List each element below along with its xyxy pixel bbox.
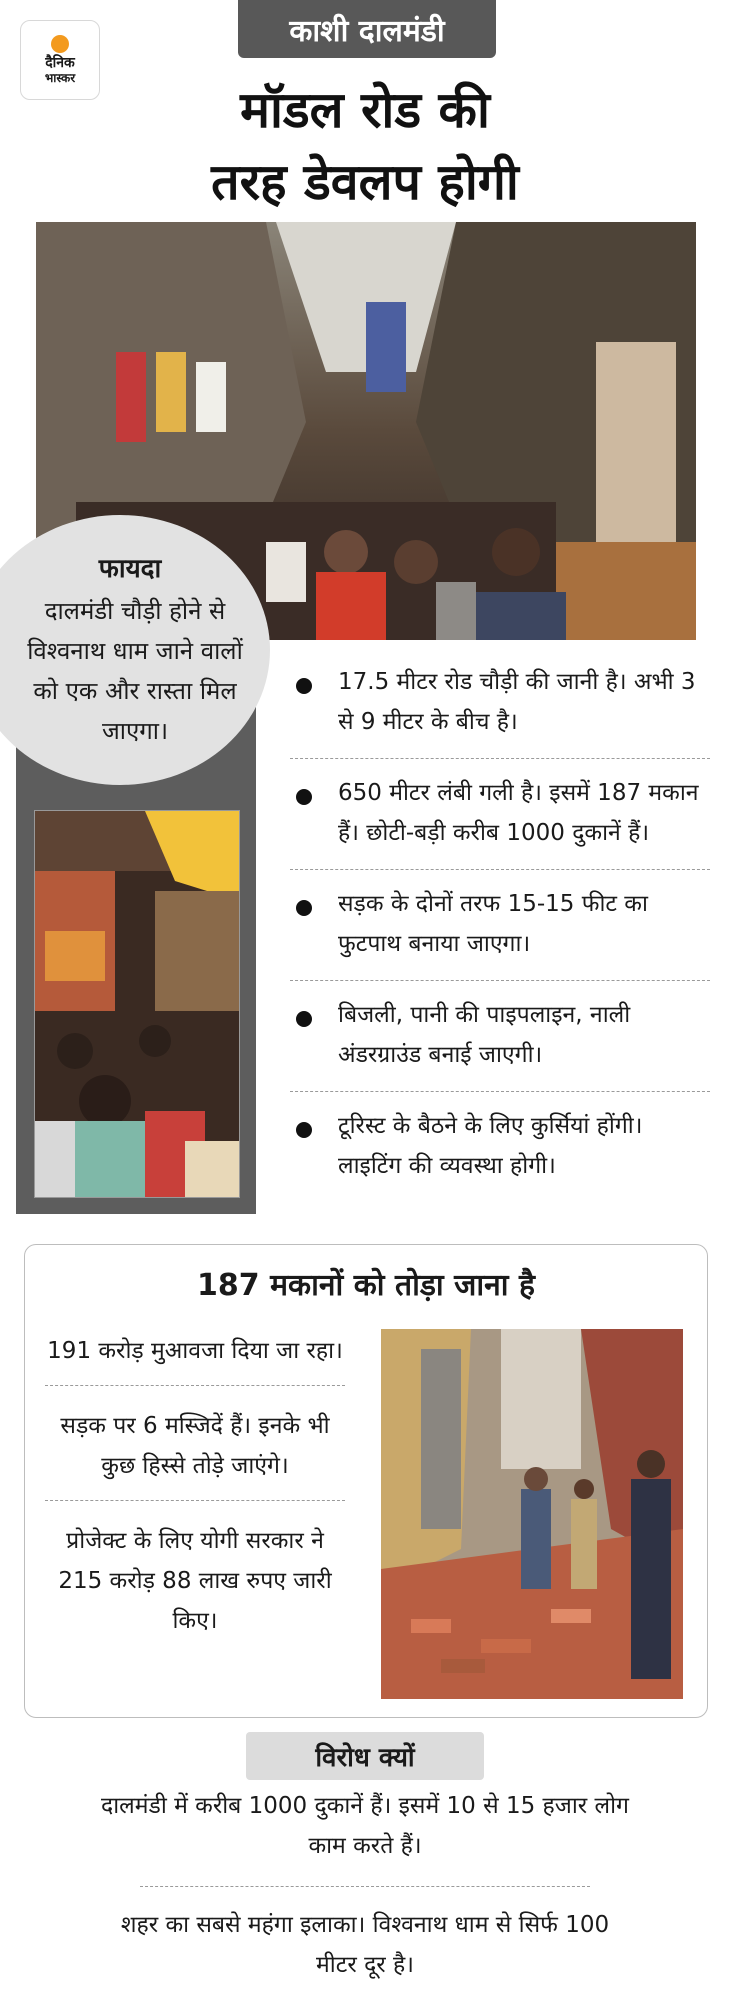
title-line1: मॉडल रोड की <box>240 81 490 139</box>
protest-point: शहर का सबसे महंगा इलाका। विश्वनाथ धाम से सिर्फ 100 मीटर दूर है। <box>120 1912 610 1978</box>
logo-line1: दैनिक <box>45 55 75 71</box>
protest-heading: विरोध क्यों <box>315 1743 415 1773</box>
topic-tag <box>238 0 496 58</box>
bullet-icon <box>296 789 312 805</box>
page-title <box>80 74 650 218</box>
protest-heading-tag <box>246 1732 484 1780</box>
logo-line2: भास्कर <box>44 71 76 85</box>
rubble-photo <box>381 1329 683 1699</box>
crowd-photo <box>34 810 240 1198</box>
demolition-fact: सड़क पर 6 मस्जिदें हैं। इनके भी कुछ हिस्से तोड़े जाएंगे। <box>45 1400 345 1501</box>
bullet-icon <box>296 678 312 694</box>
key-point-item <box>290 981 710 1092</box>
topic-tag-text: काशी दालमंडी <box>289 13 445 49</box>
title-line2: तरह डेवलप होगी <box>211 153 519 211</box>
benefit-text: दालमंडी चौड़ी होने से विश्वनाथ धाम जाने वालों को एक और रास्ता मिल जाएगा। <box>27 597 243 745</box>
key-points-list <box>290 648 710 1202</box>
sun-icon <box>51 35 69 53</box>
key-point-text: बिजली, पानी की पाइपलाइन, नाली अंडरग्राउंड बनाई जाएगी। <box>338 1002 631 1068</box>
key-point-item <box>290 648 710 759</box>
benefit-heading: फायदा <box>98 554 162 584</box>
demolition-box <box>24 1244 708 1718</box>
key-point-item <box>290 1092 710 1202</box>
key-point-item <box>290 759 710 870</box>
demolition-fact: 191 करोड़ मुआवजा दिया जा रहा। <box>45 1325 345 1386</box>
divider <box>140 1886 590 1887</box>
demolition-heading: 187 मकानों को तोड़ा जाना है <box>197 1268 535 1303</box>
bullet-icon <box>296 900 312 916</box>
key-point-text: सड़क के दोनों तरफ 15-15 फीट का फुटपाथ बनाया जाएगा। <box>338 891 648 957</box>
key-point-item <box>290 870 710 981</box>
key-point-text: टूरिस्ट के बैठने के लिए कुर्सियां होंगी। लाइटिंग की व्यवस्था होगी। <box>338 1113 643 1179</box>
bullet-icon <box>296 1122 312 1138</box>
key-point-text: 17.5 मीटर रोड चौड़ी की जानी है। अभी 3 से 9 मीटर के बीच है। <box>338 669 696 735</box>
key-point-text: 650 मीटर लंबी गली है। इसमें 187 मकान हैं। छोटी-बड़ी करीब 1000 दुकानें हैं। <box>338 780 699 846</box>
protest-section <box>100 1786 630 1995</box>
demolition-facts <box>45 1325 345 1669</box>
bullet-icon <box>296 1011 312 1027</box>
protest-point: दालमंडी में करीब 1000 दुकानें हैं। इसमें 10 से 15 हजार लोग काम करते हैं। <box>101 1793 629 1859</box>
demolition-fact: प्रोजेक्ट के लिए योगी सरकार ने 215 करोड़ 88 लाख रुपए जारी किए। <box>58 1528 332 1634</box>
